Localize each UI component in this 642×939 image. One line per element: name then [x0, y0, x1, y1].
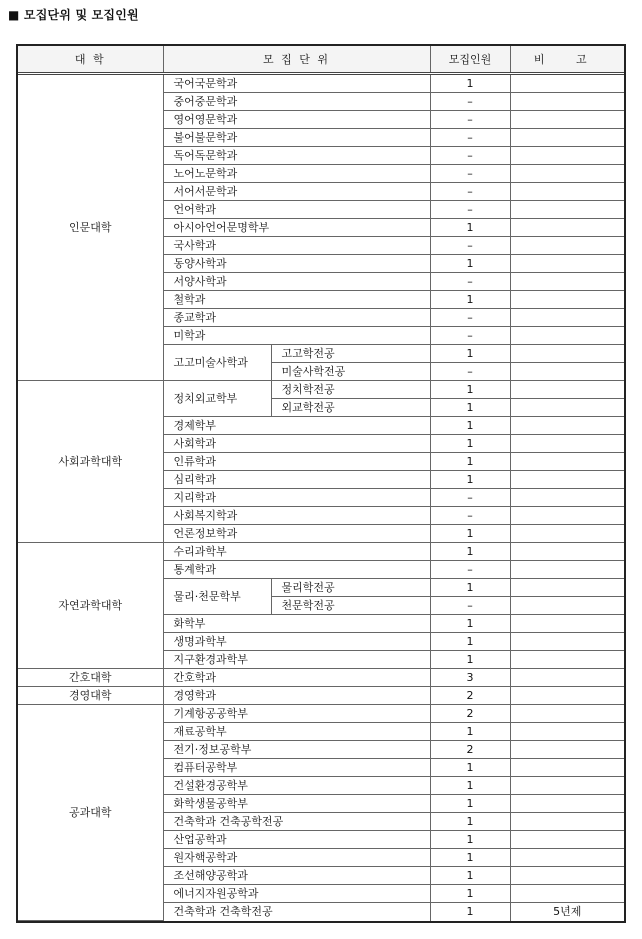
quota-cell: –: [430, 165, 510, 183]
quota-cell: –: [430, 201, 510, 219]
note-cell: [510, 849, 624, 867]
note-cell: [510, 687, 624, 705]
unit-cell: 언어학과: [163, 201, 430, 219]
note-cell: [510, 507, 624, 525]
quota-cell: 1: [430, 291, 510, 309]
note-cell: [510, 165, 624, 183]
note-cell: [510, 111, 624, 129]
unit-cell: 사회복지학과: [163, 507, 430, 525]
quota-cell: –: [430, 147, 510, 165]
note-cell: [510, 759, 624, 777]
quota-cell: –: [430, 111, 510, 129]
header-note: 비 고: [510, 46, 624, 74]
unit-cell: 심리학과: [163, 471, 430, 489]
table-row: [18, 669, 624, 687]
note-cell: [510, 147, 624, 165]
note-cell: [510, 831, 624, 849]
unit-cell: 전기·정보공학부: [163, 741, 430, 759]
note-cell: [510, 867, 624, 885]
unit-cell: 간호학과: [163, 669, 430, 687]
note-cell: [510, 237, 624, 255]
major-cell: 정치학전공: [271, 381, 430, 399]
unit-cell: 컴퓨터공학부: [163, 759, 430, 777]
quota-cell: 1: [430, 867, 510, 885]
college-cell: 간호대학: [18, 669, 163, 687]
unit-cell: 중어중문학과: [163, 93, 430, 111]
note-cell: [510, 579, 624, 597]
unit-cell: 조선해양공학과: [163, 867, 430, 885]
unit-cell: 서양사학과: [163, 273, 430, 291]
quota-cell: –: [430, 93, 510, 111]
unit-cell: 미학과: [163, 327, 430, 345]
note-cell: [510, 327, 624, 345]
note-cell: [510, 74, 624, 93]
quota-cell: 1: [430, 759, 510, 777]
major-cell: 미술사학전공: [271, 363, 430, 381]
quota-cell: –: [430, 597, 510, 615]
note-cell: [510, 615, 624, 633]
quota-cell: –: [430, 183, 510, 201]
unit-cell: 불어불문학과: [163, 129, 430, 147]
recruitment-table: [18, 46, 624, 921]
header-unit: 모 집 단 위: [163, 46, 430, 74]
quota-cell: 1: [430, 543, 510, 561]
unit-cell: 동양사학과: [163, 255, 430, 273]
quota-cell: –: [430, 309, 510, 327]
unit-cell: 통계학과: [163, 561, 430, 579]
note-cell: [510, 885, 624, 903]
note-cell: [510, 435, 624, 453]
header-row: [18, 46, 624, 74]
unit-cell: 원자핵공학과: [163, 849, 430, 867]
quota-cell: –: [430, 237, 510, 255]
note-cell: [510, 561, 624, 579]
quota-cell: 1: [430, 885, 510, 903]
quota-cell: 3: [430, 669, 510, 687]
note-cell: [510, 93, 624, 111]
quota-cell: 1: [430, 777, 510, 795]
quota-cell: 1: [430, 345, 510, 363]
unit-cell: 독어독문학과: [163, 147, 430, 165]
major-cell: 물리학전공: [271, 579, 430, 597]
note-cell: [510, 669, 624, 687]
note-cell: [510, 219, 624, 237]
quota-cell: 2: [430, 687, 510, 705]
major-cell: 외교학전공: [271, 399, 430, 417]
quota-cell: 1: [430, 219, 510, 237]
quota-cell: 1: [430, 399, 510, 417]
unit-cell: 건축학과 건축학전공: [163, 903, 430, 921]
note-cell: [510, 255, 624, 273]
note-cell: [510, 795, 624, 813]
unit-cell: 언론정보학과: [163, 525, 430, 543]
unit-cell: 물리·천문학부: [163, 579, 271, 615]
unit-cell: 노어노문학과: [163, 165, 430, 183]
note-cell: [510, 777, 624, 795]
recruitment-table-frame: [16, 44, 626, 923]
unit-cell: 기계항공공학부: [163, 705, 430, 723]
quota-cell: –: [430, 489, 510, 507]
unit-cell: 경영학과: [163, 687, 430, 705]
note-cell: [510, 381, 624, 399]
quota-cell: –: [430, 561, 510, 579]
note-cell: [510, 309, 624, 327]
unit-cell: 화학생물공학부: [163, 795, 430, 813]
unit-cell: 정치외교학부: [163, 381, 271, 417]
major-cell: 천문학전공: [271, 597, 430, 615]
note-cell: [510, 543, 624, 561]
college-cell: 사회과학대학: [18, 381, 163, 543]
note-cell: [510, 291, 624, 309]
note-cell: [510, 273, 624, 291]
note-cell: [510, 399, 624, 417]
quota-cell: 1: [430, 381, 510, 399]
unit-cell: 지구환경과학부: [163, 651, 430, 669]
quota-cell: 1: [430, 417, 510, 435]
note-cell: [510, 363, 624, 381]
quota-cell: 1: [430, 903, 510, 921]
college-cell: 인문대학: [18, 74, 163, 381]
quota-cell: 1: [430, 831, 510, 849]
quota-cell: –: [430, 363, 510, 381]
note-cell: [510, 129, 624, 147]
note-cell: [510, 525, 624, 543]
table-row: [18, 705, 624, 723]
unit-cell: 국사학과: [163, 237, 430, 255]
quota-cell: 2: [430, 705, 510, 723]
quota-cell: –: [430, 327, 510, 345]
page-title: ■ 모집단위 및 모집인원: [8, 8, 139, 22]
unit-cell: 지리학과: [163, 489, 430, 507]
note-cell: [510, 813, 624, 831]
unit-cell: 재료공학부: [163, 723, 430, 741]
note-cell: [510, 705, 624, 723]
unit-cell: 수리과학부: [163, 543, 430, 561]
unit-cell: 철학과: [163, 291, 430, 309]
unit-cell: 화학부: [163, 615, 430, 633]
table-row: [18, 543, 624, 561]
table-row: [18, 381, 624, 399]
college-cell: 공과대학: [18, 705, 163, 921]
quota-cell: 1: [430, 525, 510, 543]
unit-cell: 국어국문학과: [163, 74, 430, 93]
quota-cell: 1: [430, 615, 510, 633]
quota-cell: 1: [430, 651, 510, 669]
note-cell: [510, 651, 624, 669]
unit-cell: 산업공학과: [163, 831, 430, 849]
quota-cell: 1: [430, 74, 510, 93]
quota-cell: 1: [430, 435, 510, 453]
quota-cell: 1: [430, 795, 510, 813]
unit-cell: 건설환경공학부: [163, 777, 430, 795]
unit-cell: 건축학과 건축공학전공: [163, 813, 430, 831]
table-row: [18, 74, 624, 93]
note-cell: [510, 471, 624, 489]
unit-cell: 사회학과: [163, 435, 430, 453]
quota-cell: 1: [430, 633, 510, 651]
quota-cell: 1: [430, 471, 510, 489]
quota-cell: 2: [430, 741, 510, 759]
quota-cell: 1: [430, 849, 510, 867]
unit-cell: 영어영문학과: [163, 111, 430, 129]
note-cell: [510, 417, 624, 435]
college-cell: 경영대학: [18, 687, 163, 705]
quota-cell: 1: [430, 453, 510, 471]
unit-cell: 경제학부: [163, 417, 430, 435]
unit-cell: 아시아언어문명학부: [163, 219, 430, 237]
quota-cell: –: [430, 273, 510, 291]
unit-cell: 생명과학부: [163, 633, 430, 651]
note-cell: [510, 741, 624, 759]
unit-cell: 고고미술사학과: [163, 345, 271, 381]
note-cell: [510, 597, 624, 615]
table-body: [18, 74, 624, 921]
major-cell: 고고학전공: [271, 345, 430, 363]
quota-cell: 1: [430, 579, 510, 597]
header-quota: 모집인원: [430, 46, 510, 74]
table-row: [18, 687, 624, 705]
quota-cell: –: [430, 507, 510, 525]
quota-cell: 1: [430, 723, 510, 741]
unit-cell: 인류학과: [163, 453, 430, 471]
college-cell: 자연과학대학: [18, 543, 163, 669]
note-cell: [510, 489, 624, 507]
note-cell: [510, 453, 624, 471]
note-cell: [510, 345, 624, 363]
header-college: 대 학: [18, 46, 163, 74]
quota-cell: 1: [430, 813, 510, 831]
note-cell: [510, 183, 624, 201]
unit-cell: 에너지자원공학과: [163, 885, 430, 903]
note-cell: 5년제: [510, 903, 624, 921]
note-cell: [510, 723, 624, 741]
quota-cell: –: [430, 129, 510, 147]
unit-cell: 종교학과: [163, 309, 430, 327]
note-cell: [510, 201, 624, 219]
note-cell: [510, 633, 624, 651]
quota-cell: 1: [430, 255, 510, 273]
unit-cell: 서어서문학과: [163, 183, 430, 201]
